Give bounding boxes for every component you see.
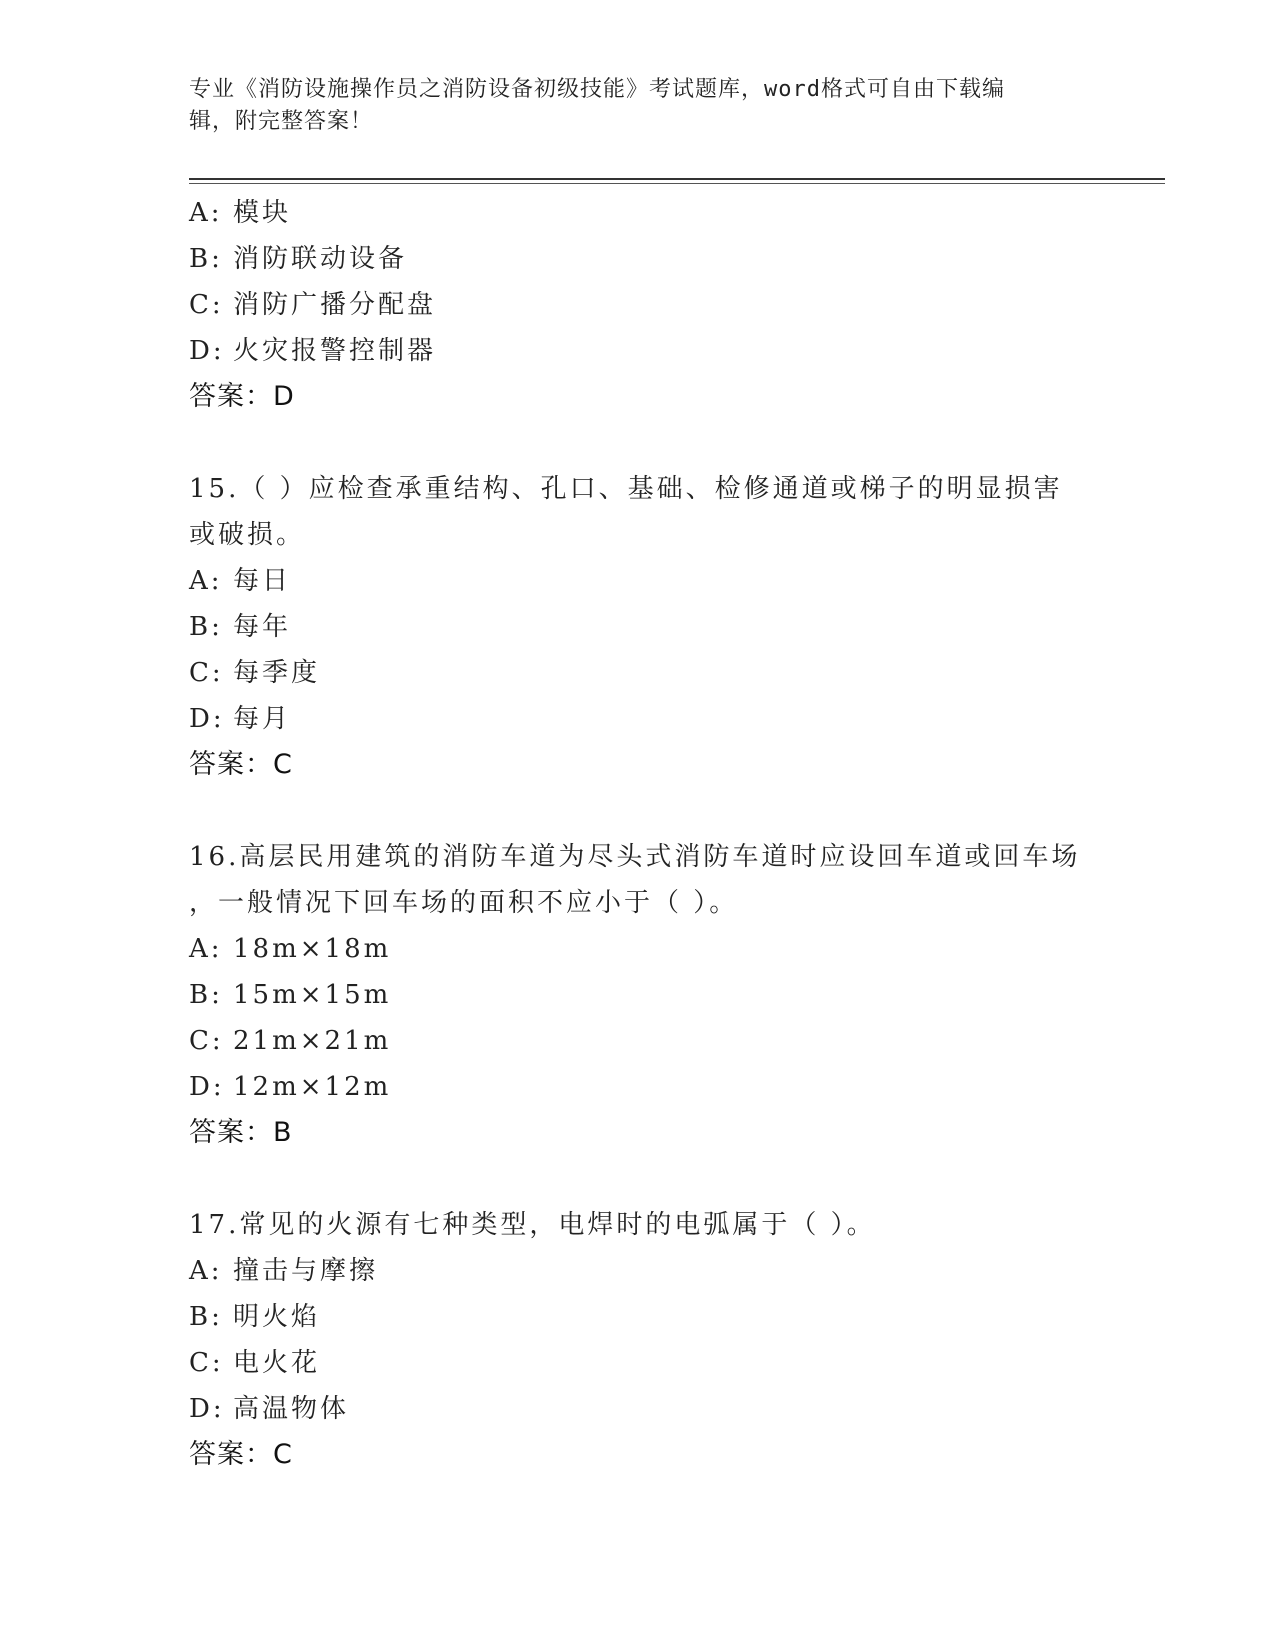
option-item <box>189 926 1089 972</box>
option-item <box>189 1064 1089 1110</box>
option-text: 电火花 <box>233 1348 321 1378</box>
option-text: 高温物体 <box>233 1394 350 1424</box>
option-item <box>189 1294 1089 1340</box>
option-label: D: <box>189 704 225 734</box>
option-label: D: <box>189 1394 225 1424</box>
answer-line: 答案：D <box>189 381 295 412</box>
option-text: 每月 <box>233 704 292 734</box>
document-header <box>189 74 1089 138</box>
option-label: A: <box>189 198 223 228</box>
option-text: 15m×15m <box>233 980 392 1010</box>
question-block <box>189 466 1089 788</box>
option-text: 明火焰 <box>233 1302 321 1332</box>
option-item <box>189 558 1089 604</box>
option-label: B: <box>189 612 223 642</box>
option-label: A: <box>189 566 223 596</box>
question-block <box>189 834 1089 1156</box>
header-line-1: 专业《消防设施操作员之消防设备初级技能》考试题库，word格式可自由下载编 <box>189 77 1005 102</box>
option-label: B: <box>189 244 223 274</box>
option-item <box>189 972 1089 1018</box>
question-list <box>189 190 1089 1524</box>
question-block <box>189 190 1089 420</box>
option-text: 消防联动设备 <box>233 244 408 274</box>
option-label: C: <box>189 1348 224 1378</box>
option-text: 模块 <box>233 198 292 228</box>
option-text: 火灾报警控制器 <box>233 336 437 366</box>
option-label: A: <box>189 1256 223 1286</box>
option-item <box>189 1386 1089 1432</box>
option-item <box>189 1340 1089 1386</box>
answer-line: 答案：C <box>189 749 293 780</box>
header-line-2: 辑，附完整答案！ <box>189 109 374 134</box>
option-label: C: <box>189 290 224 320</box>
option-item <box>189 696 1089 742</box>
question-text: 或破损。 <box>189 520 306 550</box>
question-text: 15.（ ）应检查承重结构、孔口、基础、检修通道或梯子的明显损害 <box>189 474 1063 504</box>
option-label: D: <box>189 336 225 366</box>
question-block <box>189 1202 1089 1478</box>
answer-line: 答案：B <box>189 1117 293 1148</box>
option-label: A: <box>189 934 223 964</box>
option-label: B: <box>189 980 223 1010</box>
question-text: ，一般情况下回车场的面积不应小于（ ）。 <box>189 888 739 918</box>
question-text: 16.高层民用建筑的消防车道为尽头式消防车道时应设回车道或回车场 <box>189 842 1081 872</box>
option-label: D: <box>189 1072 225 1102</box>
option-text: 每年 <box>233 612 292 642</box>
option-item <box>189 190 1089 236</box>
option-text: 每季度 <box>233 658 321 688</box>
option-label: C: <box>189 1026 224 1056</box>
option-item <box>189 328 1089 374</box>
option-text: 18m×18m <box>233 934 392 964</box>
option-text: 12m×12m <box>233 1072 392 1102</box>
option-item <box>189 1248 1089 1294</box>
option-item <box>189 650 1089 696</box>
option-text: 消防广播分配盘 <box>233 290 437 320</box>
answer-line: 答案：C <box>189 1439 293 1470</box>
option-label: B: <box>189 1302 223 1332</box>
option-item <box>189 1018 1089 1064</box>
option-item <box>189 282 1089 328</box>
option-item <box>189 236 1089 282</box>
header-divider-thin <box>189 183 1165 184</box>
question-text: 17.常见的火源有七种类型，电焊时的电弧属于（ ）。 <box>189 1210 876 1240</box>
option-item <box>189 604 1089 650</box>
option-text: 21m×21m <box>233 1026 392 1056</box>
header-divider-thick <box>189 178 1165 180</box>
option-text: 撞击与摩擦 <box>233 1256 379 1286</box>
option-text: 每日 <box>233 566 292 596</box>
option-label: C: <box>189 658 224 688</box>
